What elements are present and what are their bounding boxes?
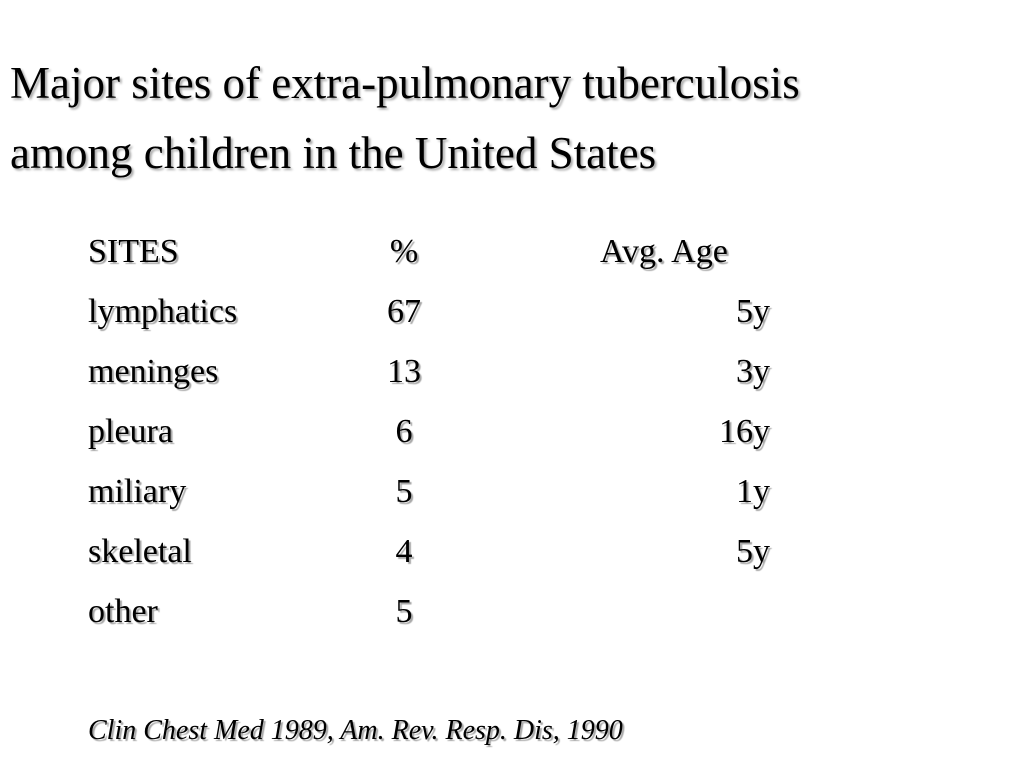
table-row (88, 282, 770, 342)
cell-site: other (88, 593, 158, 630)
table-body (88, 282, 770, 642)
cell-percent: 13 (387, 353, 421, 390)
cell-percent: 6 (395, 413, 413, 450)
cell-avg-age: 5y (736, 293, 770, 330)
header-percent: % (389, 233, 419, 270)
cell-avg-age: 3y (736, 353, 770, 390)
cell-site: skeletal (88, 533, 192, 570)
table-row (88, 462, 770, 522)
column-spacer (428, 222, 600, 282)
header-avg-age: Avg. Age (600, 233, 728, 270)
table-row (88, 522, 770, 582)
cell-site: meninges (88, 353, 219, 390)
cell-avg-age: 1y (736, 473, 770, 510)
cell-percent: 4 (395, 533, 413, 570)
column-spacer (428, 402, 600, 462)
table-header-row (88, 222, 770, 282)
table-row (88, 402, 770, 462)
cell-site: lymphatics (88, 293, 238, 330)
slide-title-line-1: Major sites of extra-pulmonary tuberculosis (10, 58, 800, 108)
column-spacer (428, 282, 600, 342)
cell-percent: 5 (395, 593, 413, 630)
cell-avg-age (600, 582, 770, 642)
column-spacer (428, 342, 600, 402)
cell-avg-age: 16y (719, 413, 770, 450)
cell-percent: 67 (387, 293, 421, 330)
slide-title-line-2: among children in the United States (10, 128, 657, 178)
column-spacer (428, 462, 600, 522)
table-header (88, 222, 770, 282)
slide-title (10, 48, 1020, 188)
table-row (88, 342, 770, 402)
table-row (88, 582, 770, 642)
column-spacer (428, 582, 600, 642)
header-sites: SITES (88, 233, 179, 270)
tuberculosis-sites-table (88, 222, 770, 642)
cell-site: pleura (88, 413, 173, 450)
cell-site: miliary (88, 473, 187, 510)
citation-source: Clin Chest Med 1989, Am. Rev. Resp. Dis, 1990 (88, 715, 623, 746)
cell-percent: 5 (395, 473, 413, 510)
column-spacer (428, 522, 600, 582)
cell-avg-age: 5y (736, 533, 770, 570)
